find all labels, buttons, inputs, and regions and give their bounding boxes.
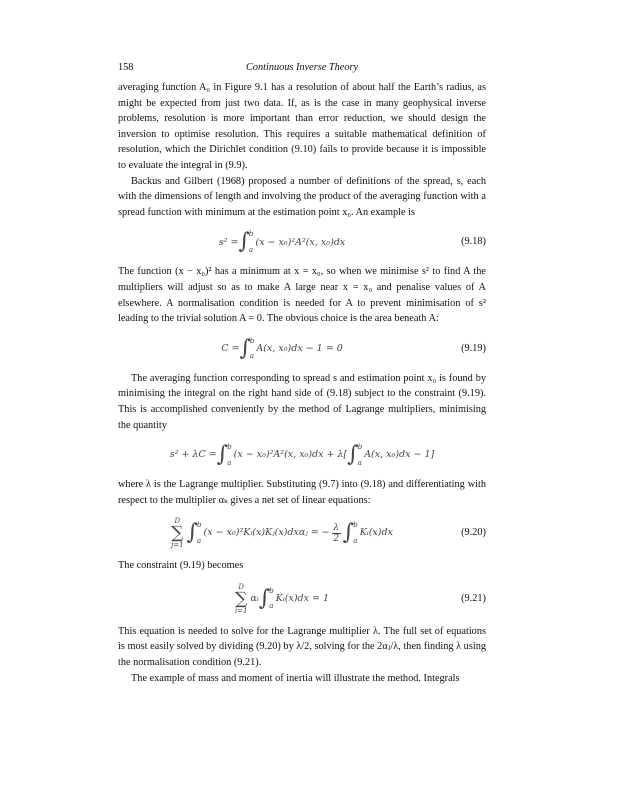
page xyxy=(118,60,486,686)
paragraph-6: The constraint (9.19) becomes xyxy=(118,560,244,572)
eq919-lhs: C = xyxy=(221,342,240,354)
integral-sign: ∫ xyxy=(342,520,355,546)
equation-9-19 xyxy=(118,330,486,368)
eqlag-body2: A(x, x₀)dx − 1] xyxy=(364,449,435,461)
eq918-lhs: s² = xyxy=(218,236,239,248)
upper-limit: b xyxy=(357,443,363,452)
eq920-body: (x − x₀)²Kᵢ(x)Kⱼ(x)dxαⱼ = − xyxy=(203,527,330,539)
paragraph-7: This equation is needed to solve for the Lagrange multiplier λ. The full set of equations is most easily solved by dividing (9.20) by λ/2, solving for the 2αⱼ/λ, then finding λ using the normalisation condition (9.21). xyxy=(118,625,486,669)
paragraph-2: Backus and Gilbert (1968) proposed a number of definitions of the spread, s, each with the dimensions of length and involving the product of the averaging function with a spread function with minimum at the estimation point x₀. An example is xyxy=(118,175,486,218)
sigma-sign: ∑ xyxy=(235,588,248,609)
sigma-sign: ∑ xyxy=(171,523,184,544)
paragraph-1: averaging function A₀ in Figure 9.1 has a resolution of about half the Earth’s radius, as might be expected from just two data. If, as is the case in many geophysical inverse problems, resolution is more important than error reduction, we should design the inversion to optimise resolution. This requires a suitable mathematical definition of resolution, which the Dirichlet condition (9.10) fails to provide because it is impossible to evaluate the integral in (9.9). xyxy=(118,82,486,171)
sum-upper: D xyxy=(238,582,245,591)
paragraph-3: The function (x − x₀)² has a minimum at x = x₀, so when we minimise s² to find A the multipliers will adjust so as to make A large near x = x₀ and penalise values of A elsewhere. A normalisation condition is needed for A to prevent minimisation of s² leading to the trivial solution A = 0. The obvious choice is the area beneath A: xyxy=(118,266,486,325)
upper-limit: b xyxy=(353,521,358,530)
upper-limit: b xyxy=(248,230,254,239)
upper-limit: b xyxy=(249,336,255,345)
eq921-pre: αᵢ xyxy=(250,593,259,605)
integral-sign: ∫ xyxy=(347,442,359,468)
fraction xyxy=(332,523,341,544)
equation-9-21 xyxy=(118,577,486,621)
paragraph-8: The example of mass and moment of inertia will illustrate the method. Integrals xyxy=(131,672,460,684)
equation-number: (9.21) xyxy=(461,593,486,605)
eq920-body2: Kᵢ(x)dx xyxy=(359,527,393,539)
lower-limit: a xyxy=(269,602,274,611)
equation-number: (9.19) xyxy=(461,342,486,354)
equation-lagrange xyxy=(118,436,486,474)
integral-sign: ∫ xyxy=(186,520,199,546)
integral-sign: ∫ xyxy=(238,229,250,255)
integral-sign: ∫ xyxy=(216,442,229,468)
sum-lower: i=1 xyxy=(234,606,248,615)
lower-limit: a xyxy=(353,536,358,545)
lower-limit: a xyxy=(249,352,255,361)
lower-limit: a xyxy=(357,458,362,467)
upper-limit: b xyxy=(197,521,202,530)
upper-limit: b xyxy=(227,443,232,452)
equation-9-20 xyxy=(118,511,486,555)
lower-limit: a xyxy=(248,245,254,254)
equation-number: (9.18) xyxy=(461,236,486,248)
eq921-body: Kᵢ(x)dx = 1 xyxy=(275,593,330,605)
numerator: λ xyxy=(333,522,340,533)
page-number: 158 xyxy=(118,62,134,73)
summation xyxy=(171,517,184,549)
running-header xyxy=(118,60,486,80)
integral-sign: ∫ xyxy=(239,335,251,361)
running-title: Continuous Inverse Theory xyxy=(245,62,359,73)
equation-9-18 xyxy=(118,223,486,261)
paragraph-5: where λ is the Lagrange multiplier. Substituting (9.7) into (9.18) and differentiating with respect to the multiplier αₖ gives a net set of linear equations: xyxy=(118,479,486,506)
eqlag-lhs: s² + λC = xyxy=(169,449,217,461)
equation-number: (9.20) xyxy=(461,527,486,539)
lower-limit: a xyxy=(197,536,202,545)
eq919-body: A(x, x₀)dx − 1 = 0 xyxy=(256,342,343,354)
paragraph-4: The averaging function corresponding to spread s and estimation point x₀ is found by minimising the integral on the right hand side of (9.18) subject to the constraint (9.19). This is accomplished conveniently by the method of Lagrange multipliers, minimising the quantity xyxy=(118,372,486,431)
sum-lower: j=1 xyxy=(171,541,184,550)
sum-upper: D xyxy=(174,517,181,526)
eq918-body: (x − x₀)²A²(x, x₀)dx xyxy=(255,236,346,248)
lower-limit: a xyxy=(227,458,232,467)
upper-limit: b xyxy=(269,586,274,595)
eqlag-body1: (x − x₀)²A²(x, x₀)dx + λ[ xyxy=(233,449,348,461)
integral-sign: ∫ xyxy=(258,585,271,611)
denominator: 2 xyxy=(333,533,340,544)
summation xyxy=(235,583,248,615)
